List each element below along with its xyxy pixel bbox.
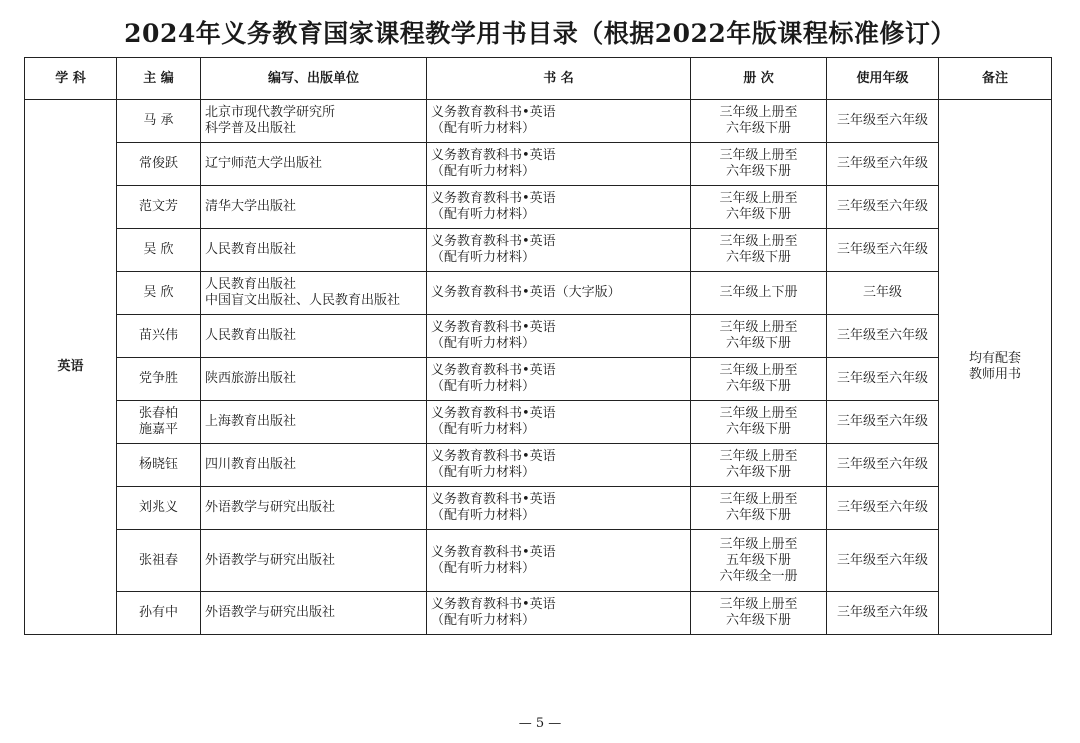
volumes-cell-line: 三年级上册至 — [719, 406, 798, 421]
volumes-cell-line: 六年级下册 — [725, 207, 791, 222]
publisher-cell — [201, 592, 427, 635]
publisher-cell-line: 陕西旅游出版社 — [205, 371, 297, 386]
book-title-cell — [427, 487, 691, 530]
book-title-cell-line: 义务教育教科书•英语 — [431, 544, 556, 560]
table-row — [25, 358, 1052, 401]
editor-cell-line: 范文芳 — [138, 199, 178, 214]
volumes-cell-line: 六年级全一册 — [719, 568, 798, 584]
editor-cell-line: 张祖春 — [138, 552, 178, 568]
book-title-cell — [427, 315, 691, 358]
book-title-cell-line: 义务教育教科书•英语（大字版） — [431, 285, 621, 300]
volumes-cell-line: 六年级下册 — [725, 164, 791, 179]
publisher-cell — [201, 401, 427, 444]
book-title-cell — [427, 186, 691, 229]
publisher-cell-line: 清华大学出版社 — [205, 199, 297, 214]
editor-cell — [117, 487, 201, 530]
volumes-cell-line: 三年级上册至 — [719, 363, 798, 378]
table-row — [25, 487, 1052, 530]
publisher-cell — [201, 186, 427, 229]
book-title-cell-line: 义务教育教科书•英语 — [431, 449, 556, 464]
volumes-cell-line: 三年级上册至 — [719, 148, 798, 163]
editor-cell — [117, 143, 201, 186]
publisher-cell-line: 人民教育出版社 — [205, 328, 297, 343]
book-title-cell-line: （配有听力材料） — [431, 164, 536, 179]
volumes-cell — [691, 229, 827, 272]
header-editor: 主 编 — [117, 58, 201, 100]
volumes-cell-line: 三年级上册至 — [719, 320, 798, 335]
volumes-cell-line: 六年级下册 — [725, 465, 791, 480]
volumes-cell-line: 三年级上册至 — [719, 492, 798, 507]
grade-cell: 三年级至六年级 — [827, 143, 939, 186]
book-title-cell — [427, 143, 691, 186]
editor-cell — [117, 186, 201, 229]
editor-cell-line: 刘兆义 — [138, 500, 178, 515]
volumes-cell — [691, 401, 827, 444]
book-title-cell-line: （配有听力材料） — [431, 508, 536, 523]
book-title-cell-line: 义务教育教科书•英语 — [431, 191, 556, 206]
grade-cell: 三年级至六年级 — [827, 592, 939, 635]
table-body — [25, 100, 1052, 635]
table-row — [25, 272, 1052, 315]
volumes-cell-line: 三年级上册至 — [719, 105, 798, 120]
book-title-cell — [427, 444, 691, 487]
editor-cell-line: 党争胜 — [138, 371, 178, 386]
header-book-title: 书 名 — [427, 58, 691, 100]
table-row — [25, 530, 1052, 592]
volumes-cell — [691, 530, 827, 592]
publisher-cell-line: 北京市现代教学研究所 — [205, 105, 336, 120]
editor-cell — [117, 272, 201, 315]
book-title-cell-line: 义务教育教科书•英语 — [431, 320, 556, 335]
subject-cell: 英语 — [25, 100, 117, 635]
editor-cell — [117, 315, 201, 358]
publisher-cell-line: 外语教学与研究出版社 — [205, 552, 336, 568]
book-title-cell — [427, 100, 691, 143]
table-row — [25, 401, 1052, 444]
volumes-cell-line: 六年级下册 — [725, 508, 791, 523]
volumes-cell — [691, 592, 827, 635]
publisher-cell — [201, 229, 427, 272]
table-row — [25, 592, 1052, 635]
editor-cell-line: 马 承 — [143, 113, 174, 128]
book-title-cell-line: 义务教育教科书•英语 — [431, 406, 556, 421]
book-title-cell-line: （配有听力材料） — [431, 336, 536, 351]
grade-cell: 三年级 — [827, 272, 939, 315]
volumes-cell — [691, 358, 827, 401]
table-row — [25, 315, 1052, 358]
book-title-cell-line: 义务教育教科书•英语 — [431, 234, 556, 249]
publisher-cell-line: 人民教育出版社 — [205, 242, 297, 257]
grade-cell: 三年级至六年级 — [827, 358, 939, 401]
table-row — [25, 186, 1052, 229]
publisher-cell-line: 上海教育出版社 — [205, 414, 297, 429]
notes-line: 教师用书 — [968, 367, 1021, 382]
volumes-cell — [691, 100, 827, 143]
publisher-cell — [201, 100, 427, 143]
publisher-cell-line: 外语教学与研究出版社 — [205, 500, 336, 515]
editor-cell-line: 吴 欣 — [143, 242, 174, 257]
volumes-cell-line: 三年级上册至 — [719, 597, 798, 612]
table-row — [25, 444, 1052, 487]
book-title-cell-line: 义务教育教科书•英语 — [431, 492, 556, 507]
editor-cell — [117, 358, 201, 401]
volumes-cell — [691, 272, 827, 315]
book-title-cell-line: 义务教育教科书•英语 — [431, 148, 556, 163]
editor-cell-line: 张春柏 — [138, 406, 178, 421]
grade-cell: 三年级至六年级 — [827, 229, 939, 272]
book-title-cell — [427, 272, 691, 315]
book-title-cell — [427, 401, 691, 444]
publisher-cell — [201, 143, 427, 186]
book-title-cell — [427, 358, 691, 401]
grade-cell: 三年级至六年级 — [827, 315, 939, 358]
publisher-cell — [201, 315, 427, 358]
volumes-cell-line: 六年级下册 — [725, 379, 791, 394]
publisher-cell-line: 人民教育出版社 — [205, 277, 297, 292]
editor-cell-line: 施嘉平 — [138, 422, 178, 437]
page-number: — 5 — — [518, 716, 562, 731]
editor-cell — [117, 100, 201, 143]
grade-cell: 三年级至六年级 — [827, 444, 939, 487]
book-title-cell — [427, 592, 691, 635]
header-publisher: 编写、出版单位 — [201, 58, 427, 100]
volumes-cell-line: 六年级下册 — [725, 422, 791, 437]
publisher-cell — [201, 444, 427, 487]
publisher-cell-line: 中国盲文出版社、人民教育出版社 — [205, 293, 401, 308]
volumes-cell-line: 六年级下册 — [725, 336, 791, 351]
book-title-cell-line: （配有听力材料） — [431, 207, 536, 222]
volumes-cell-line: 六年级下册 — [725, 121, 791, 136]
book-title-cell-line: （配有听力材料） — [431, 465, 536, 480]
grade-cell: 三年级至六年级 — [827, 530, 939, 592]
publisher-cell-line: 科学普及出版社 — [205, 121, 297, 136]
publisher-cell — [201, 530, 427, 592]
book-title-cell-line: （配有听力材料） — [431, 379, 536, 394]
volumes-cell — [691, 186, 827, 229]
book-title-cell-line: 义务教育教科书•英语 — [431, 597, 556, 612]
header-grade: 使用年级 — [827, 58, 939, 100]
editor-cell — [117, 592, 201, 635]
volumes-cell — [691, 143, 827, 186]
grade-cell: 三年级至六年级 — [827, 186, 939, 229]
publisher-cell-line: 辽宁师范大学出版社 — [205, 156, 323, 171]
notes-line: 均有配套 — [968, 351, 1021, 366]
header-volumes: 册 次 — [691, 58, 827, 100]
book-title-cell — [427, 229, 691, 272]
textbook-catalog-table — [24, 57, 1052, 635]
notes-cell — [939, 100, 1052, 635]
editor-cell — [117, 401, 201, 444]
table-header-row — [25, 58, 1052, 100]
grade-cell: 三年级至六年级 — [827, 100, 939, 143]
book-title-cell-line: 义务教育教科书•英语 — [431, 105, 556, 120]
publisher-cell — [201, 358, 427, 401]
grade-cell: 三年级至六年级 — [827, 401, 939, 444]
table-row — [25, 143, 1052, 186]
editor-cell-line: 杨晓钰 — [138, 457, 178, 472]
publisher-cell-line: 外语教学与研究出版社 — [205, 605, 336, 620]
volumes-cell-line: 五年级下册 — [725, 552, 791, 568]
header-subject: 学 科 — [25, 58, 117, 100]
editor-cell — [117, 444, 201, 487]
page-title: 2024年义务教育国家课程教学用书目录（根据2022年版课程标准修订） — [124, 19, 956, 48]
publisher-cell-line: 四川教育出版社 — [205, 457, 297, 472]
book-title-cell-line: （配有听力材料） — [431, 250, 536, 265]
header-notes: 备注 — [939, 58, 1052, 100]
publisher-cell — [201, 272, 427, 315]
volumes-cell-line: 三年级上册至 — [719, 234, 798, 249]
editor-cell-line: 吴 欣 — [143, 285, 174, 300]
editor-cell-line: 苗兴伟 — [138, 328, 178, 343]
book-title-cell-line: 义务教育教科书•英语 — [431, 363, 556, 378]
volumes-cell-line: 三年级上册至 — [719, 449, 798, 464]
editor-cell-line: 孙有中 — [138, 605, 178, 620]
book-title-cell — [427, 530, 691, 592]
volumes-cell — [691, 444, 827, 487]
book-title-cell-line: （配有听力材料） — [431, 422, 536, 437]
table-row — [25, 229, 1052, 272]
volumes-cell-line: 六年级下册 — [725, 250, 791, 265]
table-row — [25, 100, 1052, 143]
volumes-cell-line: 三年级上册至 — [719, 191, 798, 206]
volumes-cell-line: 三年级上册至 — [719, 536, 798, 552]
publisher-cell — [201, 487, 427, 530]
book-title-cell-line: （配有听力材料） — [431, 560, 536, 576]
volumes-cell-line: 六年级下册 — [725, 613, 791, 628]
volumes-cell — [691, 315, 827, 358]
editor-cell — [117, 229, 201, 272]
editor-cell — [117, 530, 201, 592]
volumes-cell-line: 三年级上下册 — [719, 285, 798, 300]
book-title-cell-line: （配有听力材料） — [431, 613, 536, 628]
book-title-cell-line: （配有听力材料） — [431, 121, 536, 136]
editor-cell-line: 常俊跃 — [138, 156, 178, 171]
grade-cell: 三年级至六年级 — [827, 487, 939, 530]
volumes-cell — [691, 487, 827, 530]
